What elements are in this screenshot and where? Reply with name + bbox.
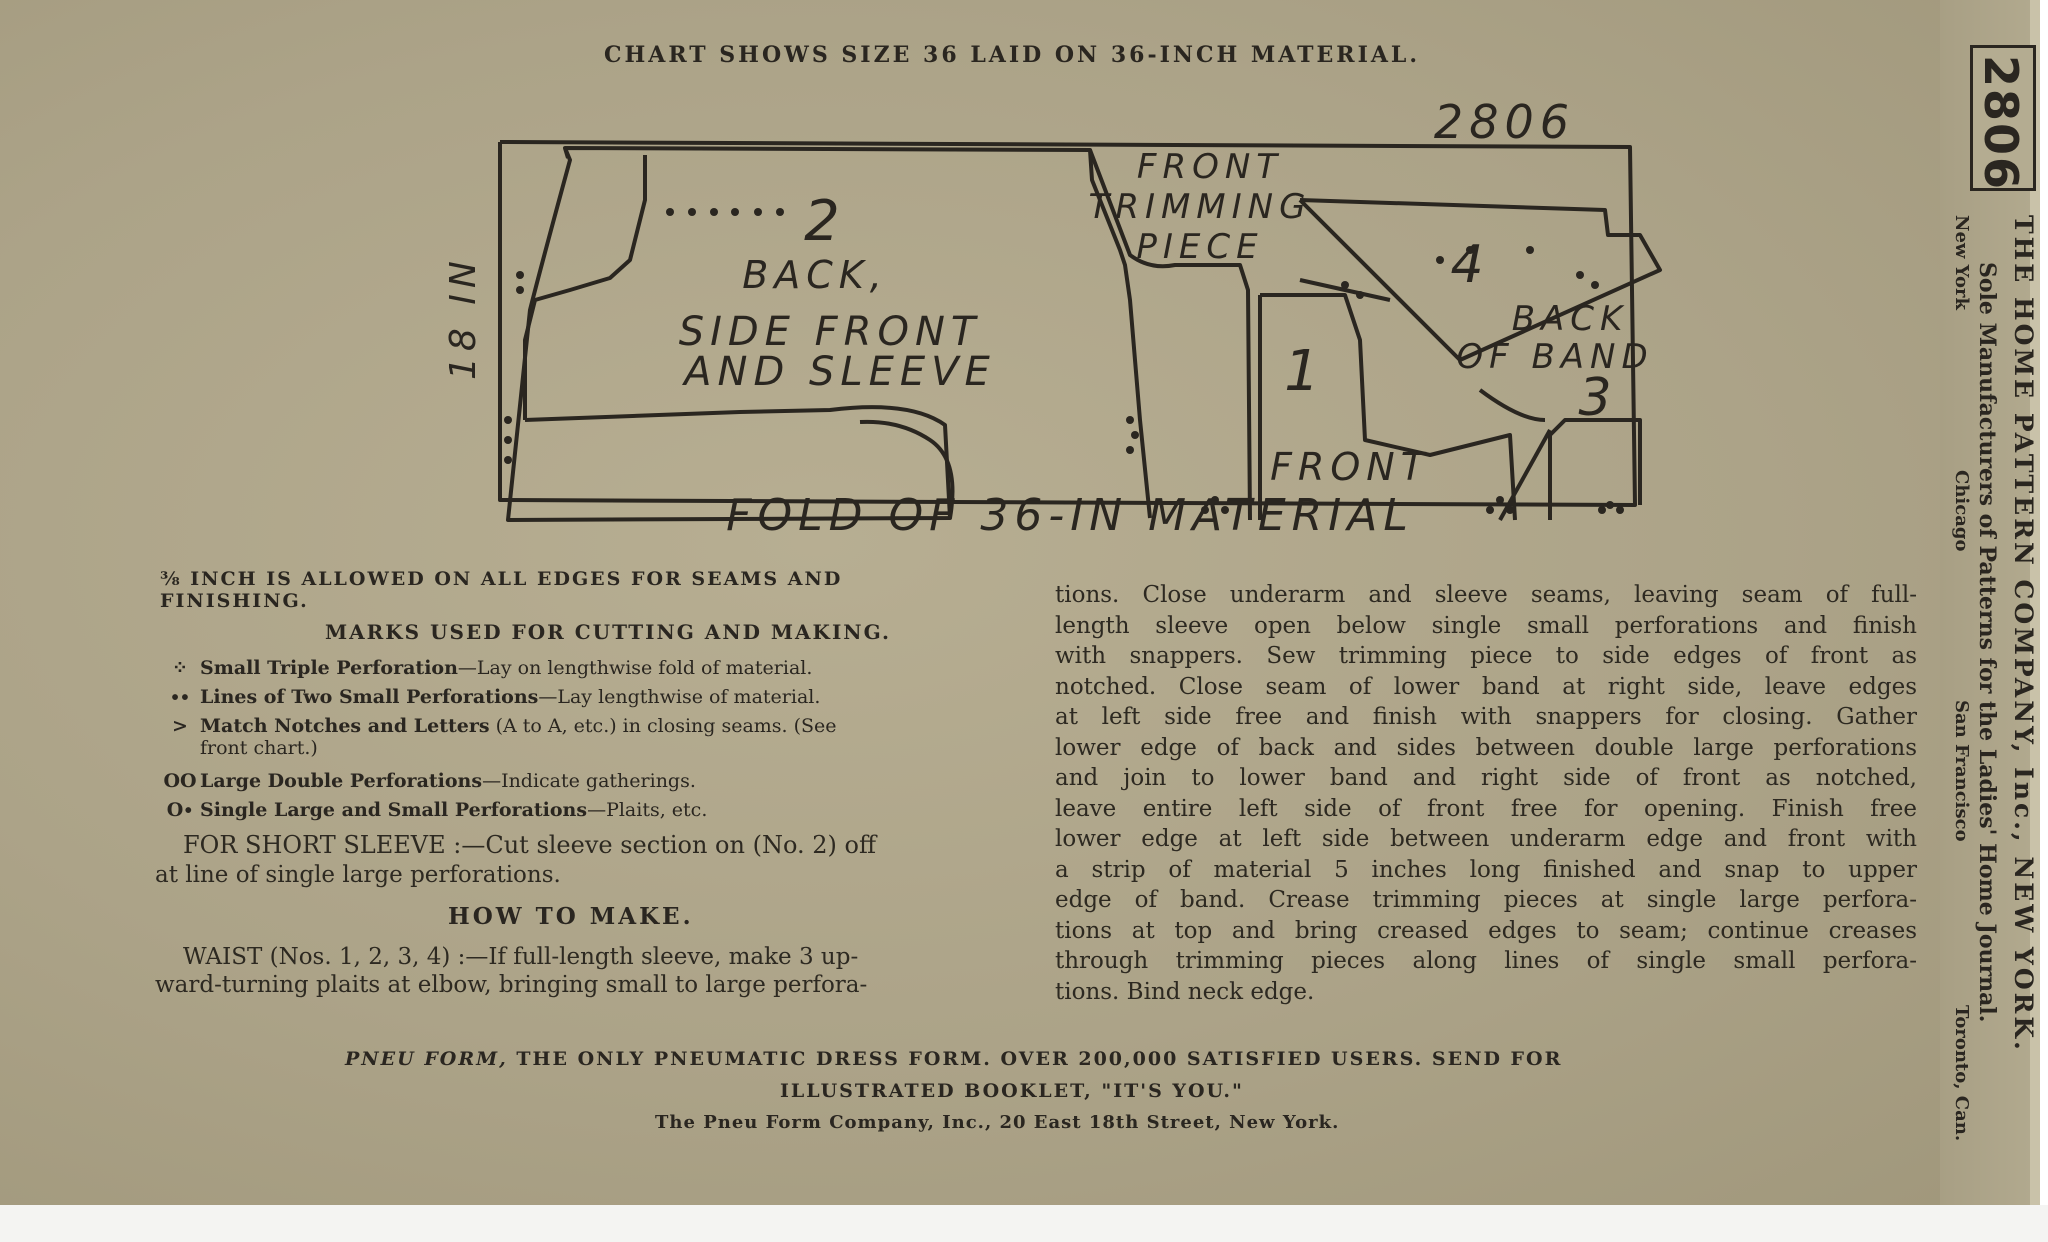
side-city-toronto: Toronto, Can. [1951, 1005, 1972, 1142]
waist-line-1: WAIST (Nos. 1, 2, 3, 4) :—If full-length sleeve, make 3 up- [183, 944, 859, 970]
marks-heading: MARKS USED FOR CUTTING AND MAKING. [325, 620, 891, 644]
chart-title: CHART SHOWS SIZE 36 LAID ON 36-INCH MATERIAL. [604, 42, 1421, 68]
cutting-layout-diagram [430, 100, 1670, 550]
piece-2-label-1: BACK, [742, 253, 888, 297]
triple-perforation-icon: ⁘ [172, 657, 188, 679]
single-perforation-icon: O∙ [166, 799, 194, 821]
instruction-line: with snappers. Sew trimming piece to side edges of front as [1055, 643, 1917, 669]
side-pattern-number: 2806 [1974, 55, 2028, 192]
side-sole-manufacturers: Sole Manufacturers of Patterns for the Ladies' Home Journal. [1974, 262, 2000, 1023]
instruction-line: edge of band. Crease trimming pieces at single large perfora- [1055, 887, 1917, 913]
notch-icon: > [172, 715, 188, 737]
diagram-fold-label: FOLD OF 36-IN MATERIAL [726, 490, 1414, 541]
instruction-line: leave entire left side of front free for opening. Finish free [1055, 795, 1917, 822]
instruction-line: at left side free and finish with snappers for closing. Gather [1055, 704, 1917, 730]
back-band-label-1: BACK [1511, 299, 1629, 339]
mark-row: ⁘ Small Triple Perforation—Lay on lengthwise fold of material. [160, 657, 812, 679]
advertisement-address: The Pneu Form Company, Inc., 20 East 18th Street, New York. [655, 1112, 1340, 1133]
piece-1-number: 1 [1284, 339, 1326, 404]
instruction-line: through trimming pieces along lines of single small perfora- [1055, 948, 1917, 974]
seam-allowance-line-1: ⅜ INCH IS ALLOWED ON ALL EDGES FOR SEAMS AND [160, 568, 843, 590]
short-sleeve-line-2: at line of single large perforations. [155, 862, 561, 888]
piece-back-left [525, 155, 645, 420]
side-company-name: THE HOME PATTERN COMPANY, Inc., NEW YORK. [2009, 215, 2038, 1053]
short-sleeve-line-1: FOR SHORT SLEEVE :—Cut sleeve section on (No. 2) off [183, 831, 876, 859]
piece-1-label: FRONT [1270, 445, 1430, 489]
instruction-line: tions. Bind neck edge. [1055, 978, 1315, 1005]
instruction-line: notched. Close seam of lower band at right side, leave edges [1055, 673, 1917, 700]
mark-row: O∙ Single Large and Small Perforations—Plaits, etc. [160, 799, 707, 821]
back-band-label-2: OF BAND [1456, 337, 1654, 377]
instruction-line: lower edge at left side between underarm edge and front with [1055, 826, 1917, 852]
waist-line-2: ward-turning plaits at elbow, bringing small to large perfora- [155, 972, 868, 998]
two-perforations-icon: ∙∙ [170, 686, 190, 708]
layout-border [500, 142, 1635, 505]
mark-row: front chart.) [200, 737, 318, 759]
side-city-new-york: New York [1951, 215, 1972, 310]
trimming-label-1: FRONT [1136, 147, 1284, 187]
instruction-line: lower edge of back and sides between double large perforations [1055, 734, 1917, 761]
piece-2-label-3: AND SLEEVE [684, 349, 996, 395]
double-perforation-icon: OO [163, 770, 197, 792]
advertisement-line-1: PNEU FORM, THE ONLY PNEUMATIC DRESS FORM. OVER 200,000 SATISFIED USERS. SEND FOR [345, 1048, 1563, 1070]
advertisement-line-2: ILLUSTRATED BOOKLET, "IT'S YOU." [780, 1080, 1244, 1102]
instruction-line: tions at top and bring creased edges to seam; continue creases [1055, 917, 1917, 944]
seam-allowance-line-2: FINISHING. [160, 590, 309, 612]
instructions-right-column [1055, 580, 1917, 1007]
trimming-label-2: TRIMMING [1088, 187, 1312, 227]
side-city-chicago: Chicago [1951, 470, 1972, 552]
mark-row: > Match Notches and Letters (A to A, etc.) in closing seams. (See [160, 715, 837, 737]
piece-4-number: 4 [1450, 235, 1490, 295]
trimming-label-3: PIECE [1136, 227, 1264, 267]
mark-row: OO Large Double Perforations—Indicate gatherings. [160, 770, 696, 792]
scan-margin [0, 1205, 2048, 1242]
side-city-san-francisco: San Francisco [1951, 700, 1972, 842]
instruction-line: length sleeve open below single small perforations and finish [1055, 612, 1917, 639]
how-to-make-heading: HOW TO MAKE. [448, 903, 694, 930]
advertisement-brand: PNEU FORM, [345, 1048, 508, 1070]
diagram-width-label: 18 IN [443, 255, 484, 380]
piece-2-number: 2 [804, 189, 846, 254]
instruction-line: and join to lower band and right side of front as notched, [1055, 765, 1917, 791]
instruction-line: a strip of material 5 inches long finished and snap to upper [1055, 856, 1917, 883]
diagram-pattern-number: 2806 [1433, 100, 1575, 149]
band-arrow [1480, 390, 1545, 420]
piece-3-number: 3 [1578, 368, 1618, 428]
mark-row: ∙∙ Lines of Two Small Perforations—Lay lengthwise of material. [160, 686, 820, 708]
instruction-line: tions. Close underarm and sleeve seams, leaving seam of full- [1055, 582, 1917, 608]
piece-2-label-2: SIDE FRONT [678, 309, 982, 355]
